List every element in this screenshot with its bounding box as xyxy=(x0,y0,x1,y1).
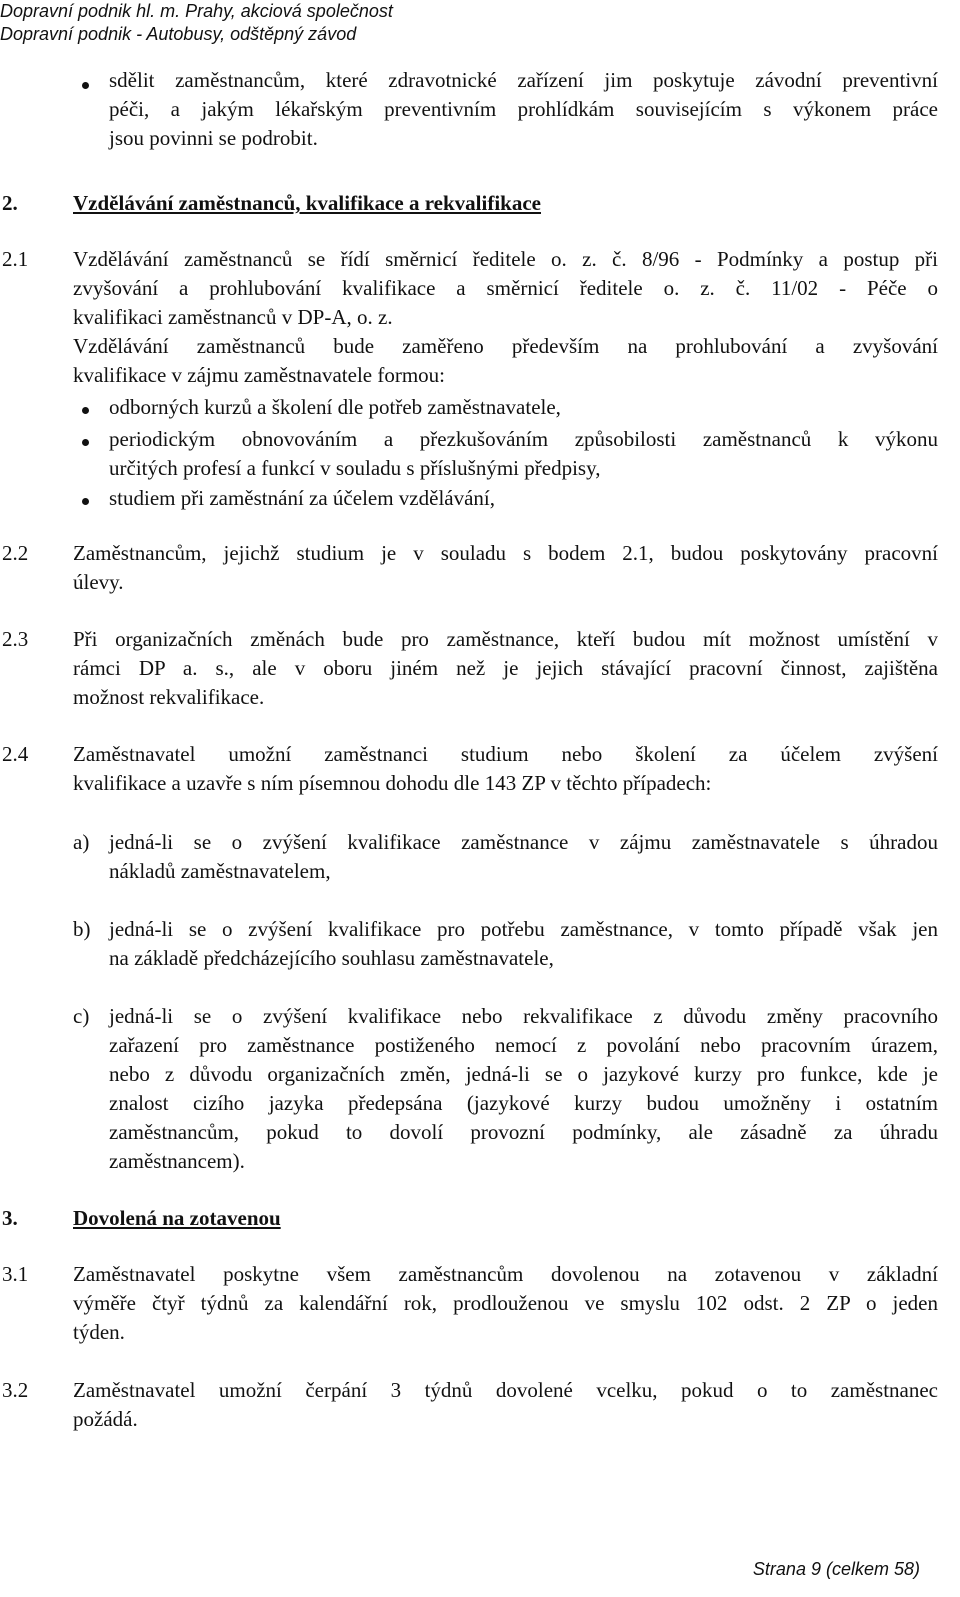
para-2-1-line: kvalifikaci zaměstnanců v DP-A, o. z. xyxy=(73,305,393,329)
para-2-1-line: kvalifikace v zájmu zaměstnavatele formou: xyxy=(73,363,446,387)
para-2-4-item-line: zaměstnancům, pokud to dovolí provozní podmínky, ale zásadně za úhradu xyxy=(109,1120,938,1144)
para-2-4-item-label: a) xyxy=(73,830,90,854)
para-2-4-line: kvalifikace a uzavře s ním písemnou dohodu dle 143 ZP v těchto případech: xyxy=(73,771,712,795)
intro-bullet-line: jsou povinni se podrobit. xyxy=(109,126,318,150)
para-2-1-line: zvyšování a prohlubování kvalifikace a směrnicí ředitele o. z. č. 11/02 - Péče o xyxy=(73,276,938,300)
para-2-4-item-line: nebo z důvodu organizačních změn, jedná-li se o jazykové kurzy pro funkce, kde je xyxy=(109,1062,938,1086)
para-2-3-line: rámci DP a. s., ale v oboru jiném než je jejich stávající pracovní činnost, zajištěna xyxy=(73,656,938,680)
header-division-line: Dopravní podnik - Autobusy, odštěpný závod xyxy=(0,24,357,44)
para-2-4-item-line: zařazení pro zaměstnance postiženého nemocí z povolání nebo pracovním úrazem, xyxy=(109,1033,938,1057)
para-2-1-bullet-line: určitých profesí a funkcí v souladu s příslušnými předpisy, xyxy=(109,456,601,480)
para-2-1-number: 2.1 xyxy=(2,247,29,271)
para-2-4-item-line: jedná-li se o zvýšení kvalifikace nebo rekvalifikace z důvodu změny pracovního xyxy=(109,1004,938,1028)
para-2-4-item-line: jedná-li se o zvýšení kvalifikace zaměstnance v zájmu zaměstnavatele s úhradou xyxy=(109,830,938,854)
para-2-2-number: 2.2 xyxy=(2,541,29,565)
para-2-4-item-line: zaměstnancem). xyxy=(109,1149,245,1173)
para-2-1-bullet-line: studiem při zaměstnání za účelem vzdělávání, xyxy=(109,486,496,510)
para-2-1-line: Vzdělávání zaměstnanců bude zaměřeno především na prohlubování a zvyšování xyxy=(73,334,938,358)
para-2-4-item-line: nákladů zaměstnavatelem, xyxy=(109,859,331,883)
para-3-1-number: 3.1 xyxy=(2,1262,29,1286)
para-2-3-line: Při organizačních změnách bude pro zaměstnance, kteří budou mít možnost umístění v xyxy=(73,627,938,651)
page-number: Strana 9 (celkem 58) xyxy=(752,1559,920,1579)
para-2-3-line: možnost rekvalifikace. xyxy=(73,685,265,709)
para-2-4-item-label: b) xyxy=(73,917,91,941)
bullet-dot xyxy=(82,439,89,446)
para-2-4-item-line: na základě předcházejícího souhlasu zaměstnavatele, xyxy=(109,946,554,970)
bullet-dot xyxy=(82,498,89,505)
para-2-1-bullet-line: odborných kurzů a školení dle potřeb zaměstnavatele, xyxy=(109,395,561,419)
para-2-4-line: Zaměstnavatel umožní zaměstnanci studium nebo školení za účelem zvýšení xyxy=(73,742,938,766)
para-3-2-line: Zaměstnavatel umožní čerpání 3 týdnů dovolené vcelku, pokud o to zaměstnanec xyxy=(73,1378,938,1402)
para-2-1-line: Vzdělávání zaměstnanců se řídí směrnicí ředitele o. z. č. 8/96 - Podmínky a postup při xyxy=(73,247,938,271)
para-2-2-line: úlevy. xyxy=(73,570,124,594)
intro-bullet-line: sdělit zaměstnancům, které zdravotnické zařízení jim poskytuje závodní preventivní xyxy=(109,68,938,92)
para-2-3-number: 2.3 xyxy=(2,627,29,651)
bullet-dot xyxy=(82,82,89,89)
section-3-number: 3. xyxy=(2,1206,18,1230)
section-2-number: 2. xyxy=(2,191,18,215)
para-2-4-item-label: c) xyxy=(73,1004,90,1028)
intro-bullet-line: péči, a jakým lékařským preventivním prohlídkám souvisejícím s výkonem práce xyxy=(109,97,938,121)
para-2-4-item-line: znalost cizího jazyka předepsána (jazykové kurzy budou umožněny i ostatním xyxy=(109,1091,938,1115)
para-2-4-number: 2.4 xyxy=(2,742,29,766)
para-2-2-line: Zaměstnancům, jejichž studium je v souladu s bodem 2.1, budou poskytovány pracovní xyxy=(73,541,938,565)
section-2-title: Vzdělávání zaměstnanců, kvalifikace a rekvalifikace xyxy=(73,191,541,215)
para-2-4-item-line: jedná-li se o zvýšení kvalifikace pro potřebu zaměstnance, v tomto případě však jen xyxy=(109,917,938,941)
para-3-1-line: Zaměstnavatel poskytne všem zaměstnancům dovolenou na zotavenou v základní xyxy=(73,1262,938,1286)
header-company-line: Dopravní podnik hl. m. Prahy, akciová společnost xyxy=(0,1,393,21)
para-2-1-bullet-line: periodickým obnovováním a přezkušováním způsobilosti zaměstnanců k výkonu xyxy=(109,427,938,451)
document-header xyxy=(0,0,393,46)
bullet-dot xyxy=(82,407,89,414)
para-3-2-line: požádá. xyxy=(73,1407,138,1431)
para-3-1-line: týden. xyxy=(73,1320,125,1344)
section-3-title: Dovolená na zotavenou xyxy=(73,1206,281,1230)
para-3-1-line: výměře čtyř týdnů za kalendářní rok, prodlouženou ve smyslu 102 odst. 2 ZP o jeden xyxy=(73,1291,938,1315)
para-3-2-number: 3.2 xyxy=(2,1378,29,1402)
